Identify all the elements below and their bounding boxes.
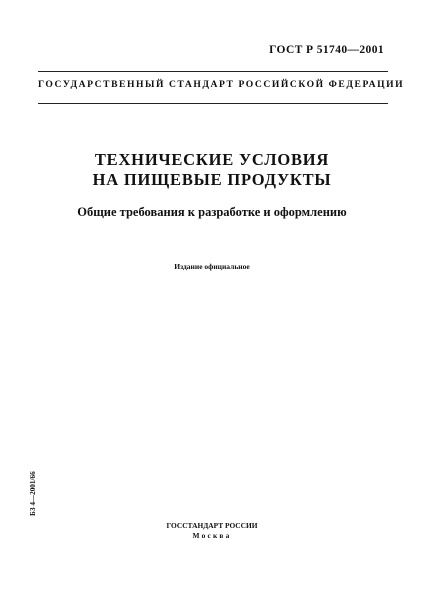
document-title [0,150,424,190]
bottom-divider [38,103,388,104]
side-catalog-note: БЗ 4—2001/66 [29,471,37,516]
title-line-2: НА ПИЩЕВЫЕ ПРОДУКТЫ [92,170,332,189]
publisher-city: Москва [192,531,232,540]
title-line-1: ТЕХНИЧЕСКИЕ УСЛОВИЯ [94,150,330,169]
standard-code: ГОСТ Р 51740—2001 [269,44,384,56]
top-divider [38,71,388,72]
edition-note: Издание официальное [174,262,250,271]
document-subtitle: Общие требования к разработке и оформлению [77,205,347,219]
publisher-name: ГОССТАНДАРТ РОССИИ [166,521,258,530]
standard-type-heading: ГОСУДАРСТВЕННЫЙ СТАНДАРТ РОССИЙСКОЙ ФЕДЕРАЦИИ [38,79,405,90]
